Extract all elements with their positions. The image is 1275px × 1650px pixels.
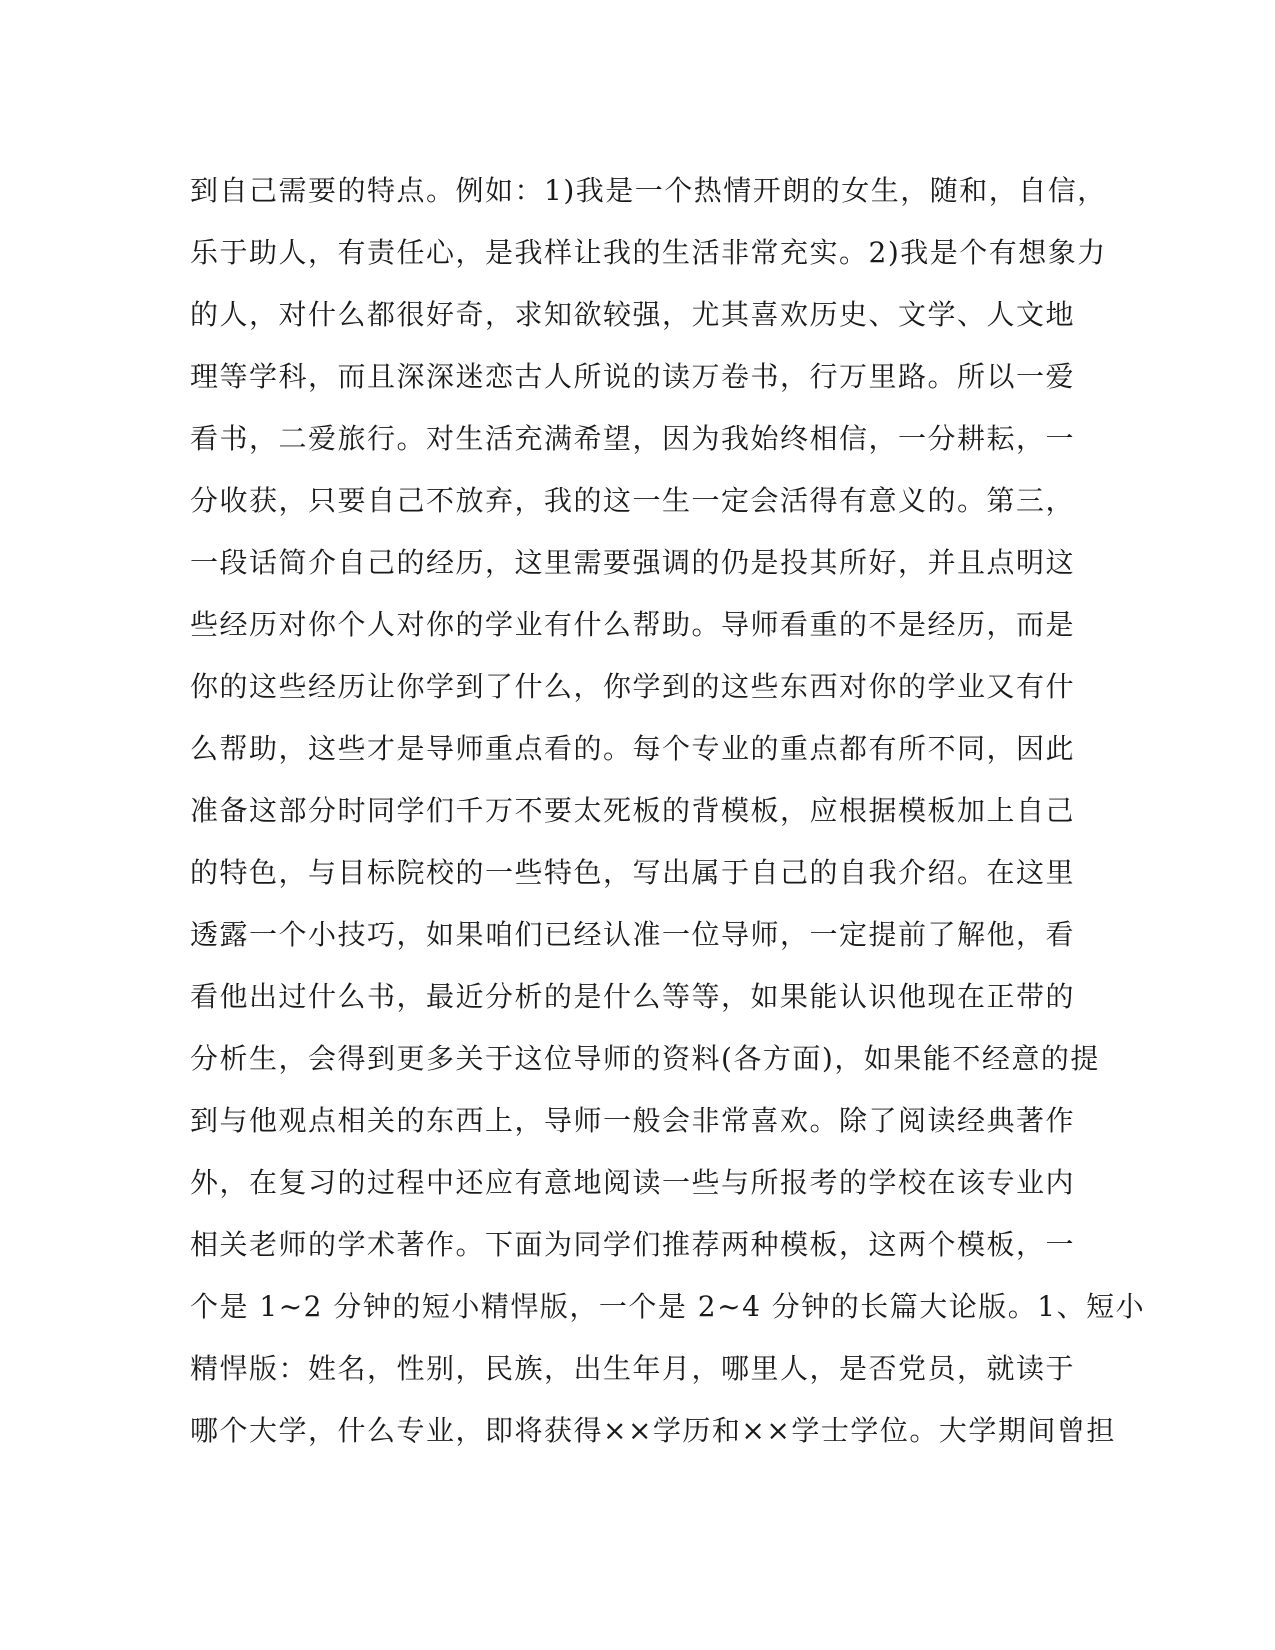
text-line: 看他出过什么书，最近分析的是什么等等，如果能认识他现在正带的 bbox=[190, 980, 1076, 1013]
text-line: 分收获，只要自己不放弃，我的这一生一定会活得有意义的。第三， bbox=[190, 484, 1076, 517]
text-line: 么帮助，这些才是导师重点看的。每个专业的重点都有所不同，因此 bbox=[190, 732, 1076, 765]
text-line: 精悍版：姓名，性别，民族，出生年月，哪里人，是否党员，就读于 bbox=[190, 1352, 1076, 1385]
text-line: 的人，对什么都很好奇，求知欲较强，尤其喜欢历史、文学、人文地 bbox=[190, 298, 1076, 331]
text-line: 你的这些经历让你学到了什么，你学到的这些东西对你的学业又有什 bbox=[190, 670, 1076, 703]
body-paragraph bbox=[190, 160, 1146, 1462]
text-line: 乐于助人，有责任心，是我样让我的生活非常充实。2)我是个有想象力 bbox=[190, 236, 1107, 269]
text-line: 理等学科，而且深深迷恋古人所说的读万卷书，行万里路。所以一爱 bbox=[190, 360, 1076, 393]
text-line: 到与他观点相关的东西上，导师一般会非常喜欢。除了阅读经典著作 bbox=[190, 1104, 1076, 1137]
text-line: 透露一个小技巧，如果咱们已经认准一位导师，一定提前了解他，看 bbox=[190, 918, 1076, 951]
text-line: 哪个大学，什么专业，即将获得××学历和××学士学位。大学期间曾担 bbox=[190, 1414, 1116, 1447]
text-line: 准备这部分时同学们千万不要太死板的背模板，应根据模板加上自己 bbox=[190, 794, 1076, 827]
text-line: 外，在复习的过程中还应有意地阅读一些与所报考的学校在该专业内 bbox=[190, 1166, 1076, 1199]
text-line: 一段话简介自己的经历，这里需要强调的仍是投其所好，并且点明这 bbox=[190, 546, 1076, 579]
text-line: 的特色，与目标院校的一些特色，写出属于自己的自我介绍。在这里 bbox=[190, 856, 1076, 889]
text-line: 些经历对你个人对你的学业有什么帮助。导师看重的不是经历，而是 bbox=[190, 608, 1076, 641]
text-line: 分析生，会得到更多关于这位导师的资料(各方面)，如果能不经意的提 bbox=[190, 1042, 1100, 1075]
text-line: 到自己需要的特点。例如：1)我是一个热情开朗的女生，随和，自信， bbox=[190, 174, 1107, 207]
text-line: 相关老师的学术著作。下面为同学们推荐两种模板，这两个模板，一 bbox=[190, 1228, 1076, 1261]
text-line: 看书，二爱旅行。对生活充满希望，因为我始终相信，一分耕耘，一 bbox=[190, 422, 1076, 455]
text-line: 个是 1~2 分钟的短小精悍版，一个是 2~4 分钟的长篇大论版。1、短小 bbox=[190, 1290, 1146, 1323]
